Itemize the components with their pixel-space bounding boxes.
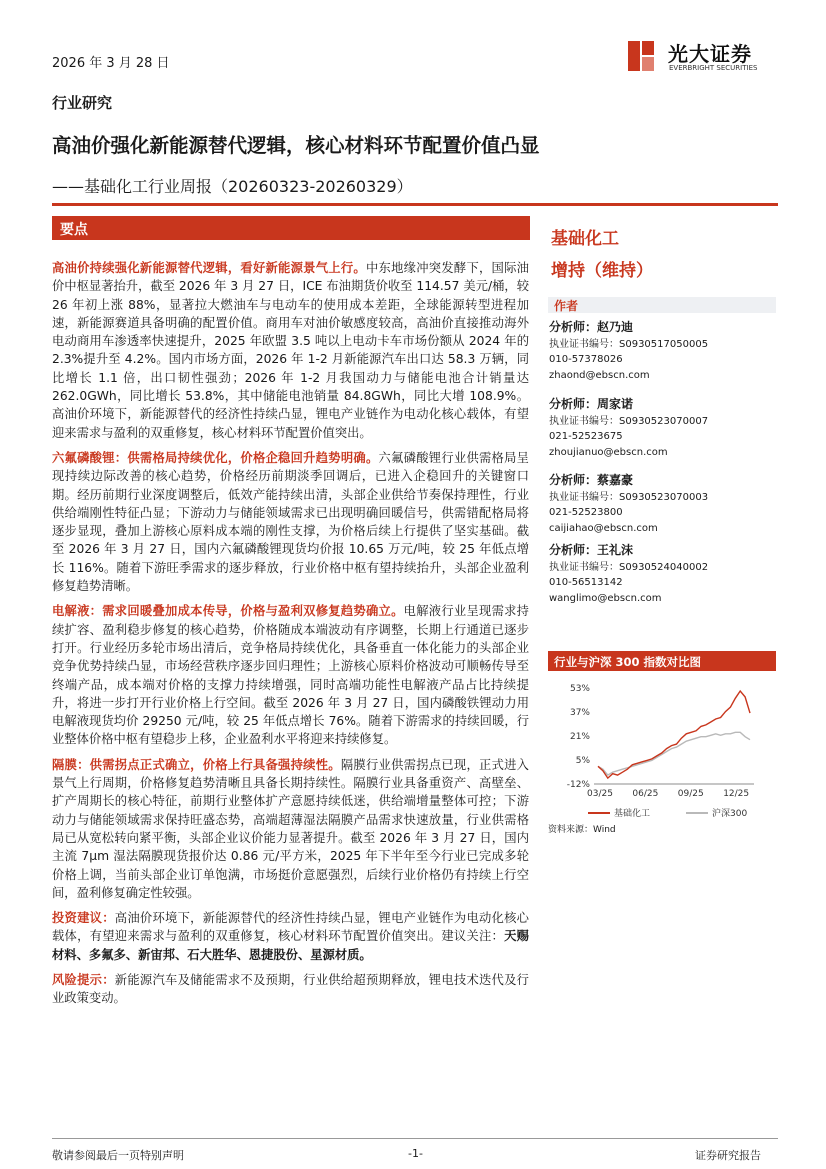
author-role: 分析师：	[549, 473, 598, 487]
legend-label: 基础化工	[614, 809, 651, 819]
author-phone: 010-56513142	[549, 577, 623, 588]
author-role: 分析师：	[549, 320, 598, 334]
chart-heading: 行业与沪深 300 指数对比图	[554, 655, 702, 669]
author-role: 分析师：	[549, 543, 598, 557]
author-name: 王礼沫	[597, 543, 634, 557]
chart-heading-bar	[548, 651, 776, 671]
legend-label: 沪深300	[712, 809, 748, 819]
y-tick-label: 53%	[569, 684, 590, 694]
header-divider	[52, 203, 778, 206]
paragraph-text: 新能源汽车及储能需求不及预期，行业供给超预期释放，锂电技术迭代及行业政策变动。	[52, 972, 529, 1006]
paragraph-investment	[52, 909, 529, 964]
key-points-heading-bar	[52, 216, 530, 240]
author-card	[549, 543, 779, 606]
author-phone: 010-57378026	[549, 354, 623, 365]
series-line	[598, 691, 750, 778]
y-tick-label: -12%	[566, 780, 590, 790]
author-phone: 021-52523800	[549, 507, 623, 518]
paragraph-electrolyte	[52, 602, 529, 748]
author-card	[549, 473, 779, 536]
paragraph-text: 隔膜行业供需拐点已现，正式进入景气上行周期，价格修复趋势清晰且具备长期持续性。隔膜行业具备重资产、高壁垒、扩产周期长的核心特征，前期行业整体扩产意愿持续低迷，供给端增量整体可控；下游动力与储能领域需求保持旺盛态势，高端超薄湿法隔膜产品需求快速放量，行业供需格局已从宽松转向紧平衡，头部企业议价能力显著提升。截至 2026 年 3 月 27 日，国内主流 7μm 湿法隔膜现货报价达 0.86 元/平方米，2025 年下半年至今行业已完成多轮价格上调，当前头部企业订单饱满，市场挺价意愿强烈，后续行业价格仍有持续上行空间，盈利修复确定性较强。	[52, 757, 529, 900]
sector-rating: 增持（维持）	[551, 261, 653, 281]
key-points-body	[52, 259, 529, 1015]
paragraph-lead: 隔膜：供需拐点正式确立，价格上行具备强持续性。	[52, 757, 341, 772]
report-date: 2026 年 3 月 28 日	[52, 56, 170, 71]
paragraph-text: 高油价环境下，新能源替代的经济性持续凸显，锂电产业链作为电动化核心载体，有望迎来需求与盈利的双重修复，核心材料环节配置价值突出。建议关注：	[52, 911, 529, 944]
logo-chinese-name: 光大证券	[668, 42, 752, 66]
author-name: 蔡嘉豪	[597, 473, 634, 487]
recommended-stocks: 天赐材料、多氟多、新宙邦、石大胜华、恩捷股份、星源材质。	[52, 929, 529, 962]
author-cert: 执业证书编号：S0930517050005	[549, 338, 709, 350]
author-email[interactable]: zhoujianuo@ebscn.com	[549, 446, 668, 458]
paragraph-text: 六氟磷酸锂行业供需格局呈现持续边际改善的核心趋势，价格经历前期淡季回调后，已进入企稳回升的关键窗口期。经历前期行业深度调整后，低效产能持续出清，头部企业供给节奏保持理性，行业供给端刚性特征凸显；下游动力与储能领域需求已出现明确回暖信号，供需错配格局将逐步显现，叠加上游核心原料成本端的刚性支撑，为价格后续上行提供了坚实基础。截至 2026 年 3 月 27 日，国内六氟磷酸锂现货均价报 10.65 万元/吨，较 25 年低点增长 116%。随着下游旺季需求的逐步释放，行业价格中枢有望持续抬升，头部企业盈利修复趋势清晰。	[52, 450, 529, 594]
paragraph-separator	[52, 756, 529, 902]
paragraph-lead: 高油价持续强化新能源替代逻辑，看好新能源景气上行。	[52, 261, 366, 275]
report-subtitle: ——基础化工行业周报（20260323-20260329）	[52, 177, 413, 196]
authors-heading: 作者	[554, 299, 579, 313]
paragraph-lead: 投资建议：	[52, 911, 115, 926]
y-tick-label: 37%	[569, 708, 590, 718]
logo-english-name: EVERBRIGHT SECURITIES	[669, 64, 758, 72]
paragraph-lead: 风险提示：	[52, 972, 115, 987]
author-phone: 021-52523675	[549, 431, 623, 442]
author-email[interactable]: caijiahao@ebscn.com	[549, 522, 658, 534]
author-email[interactable]: zhaond@ebscn.com	[549, 369, 650, 381]
paragraph-lipf6	[52, 449, 529, 595]
paragraph-lead: 六氟磷酸锂：供需格局持续优化，价格企稳回升趋势明确。	[52, 450, 379, 465]
author-cert: 执业证书编号：S0930524040002	[549, 561, 709, 573]
author-name: 赵乃迪	[597, 320, 634, 334]
sector-name: 基础化工	[551, 229, 619, 249]
key-points-heading: 要点	[60, 222, 88, 238]
page-number: -1-	[408, 1147, 423, 1160]
x-tick-label: 12/25	[723, 789, 750, 799]
report-title: 高油价强化新能源替代逻辑，核心材料环节配置价值凸显	[52, 134, 540, 157]
footer-report-type: 证券研究报告	[695, 1149, 761, 1162]
footer-disclaimer: 敬请参阅最后一页特别声明	[52, 1149, 184, 1162]
everbright-logo-icon	[626, 38, 662, 74]
author-cert: 执业证书编号：S0930523070003	[549, 491, 709, 503]
author-name: 周家诺	[597, 397, 634, 411]
y-tick-label: 21%	[569, 732, 590, 742]
x-tick-label: 09/25	[677, 789, 704, 799]
series-line	[598, 732, 750, 775]
paragraph-risk	[52, 971, 529, 1008]
x-tick-label: 03/25	[587, 789, 613, 799]
author-email[interactable]: wanglimo@ebscn.com	[549, 592, 662, 604]
y-tick-label: 5%	[575, 756, 590, 766]
report-category: 行业研究	[52, 94, 113, 112]
company-logo	[626, 38, 776, 74]
paragraph-text: 中东地缘冲突发酵下，国际油价中枢显著抬升，截至 2026 年 3 月 27 日，ICE 布油期货价收至 114.57 美元/桶，较 26 年初上涨 88%，显著拉大燃油车与电动车的使用成本差距，全球能源转型进程加速，新能源赛道具备明确的配置价值。商用车对油价敏感度较高，高油价直接推动海外电动商用车渗透率快速提升，2025 年欧盟 3.5 吨以上电动卡车市场份额从 2024 年的 2.3%提升至 4.2%。国内市场方面，2026 年 1-2 月新能源汽车出口达 58.3 万辆，同比增长 1.1 倍，出口韧性强劲；2026 年 1-2 月我国动力与储能电池合计销量达 262.0GWh，同比增长 53.8%，其中储能电池销量 84.8GWh，同比大增 108.9%。高油价环境下，新能源替代的经济性持续凸显，锂电产业链作为电动化核心载体，有望迎来需求与盈利的双重修复，核心材料环节配置价值突出。	[52, 261, 529, 440]
chart-source: 资料来源：Wind	[548, 825, 616, 835]
paragraph-lead: 电解液：需求回暖叠加成本传导，价格与盈利双修复趋势确立。	[52, 604, 404, 619]
author-card	[549, 397, 779, 460]
author-cert: 执业证书编号：S0930523070007	[549, 415, 709, 427]
x-tick-label: 06/25	[632, 789, 659, 799]
paragraph-text: 电解液行业呈现需求持续扩容、盈利稳步修复的核心趋势，价格随成本端波动有序调整，长期上行通道已逐步打开。行业经历多轮市场出清后，竞争格局持续优化，具备垂直一体化能力的头部企业竞争优势持续凸显，市场经营秩序逐步回归理性；上游核心原料价格波动可顺畅传导至终端产品，成本端对价格的支撑力持续增强，同时高端功能性电解液产品占比持续提升，将进一步打开行业价格上行空间。截至 2026 年 3 月 27 日，国内磷酸铁锂动力用电解液现货均价 29250 元/吨，较 25 年低点增长 76%。随着下游需求的持续回暖，行业整体价格中枢有望稳步上移，企业盈利水平将迎来持续修复。	[52, 604, 529, 747]
author-card	[549, 320, 779, 383]
authors-heading-bar	[548, 297, 776, 313]
author-role: 分析师：	[549, 397, 598, 411]
index-comparison-chart	[548, 676, 776, 824]
paragraph-new-energy	[52, 259, 529, 442]
footer-divider	[52, 1138, 778, 1139]
